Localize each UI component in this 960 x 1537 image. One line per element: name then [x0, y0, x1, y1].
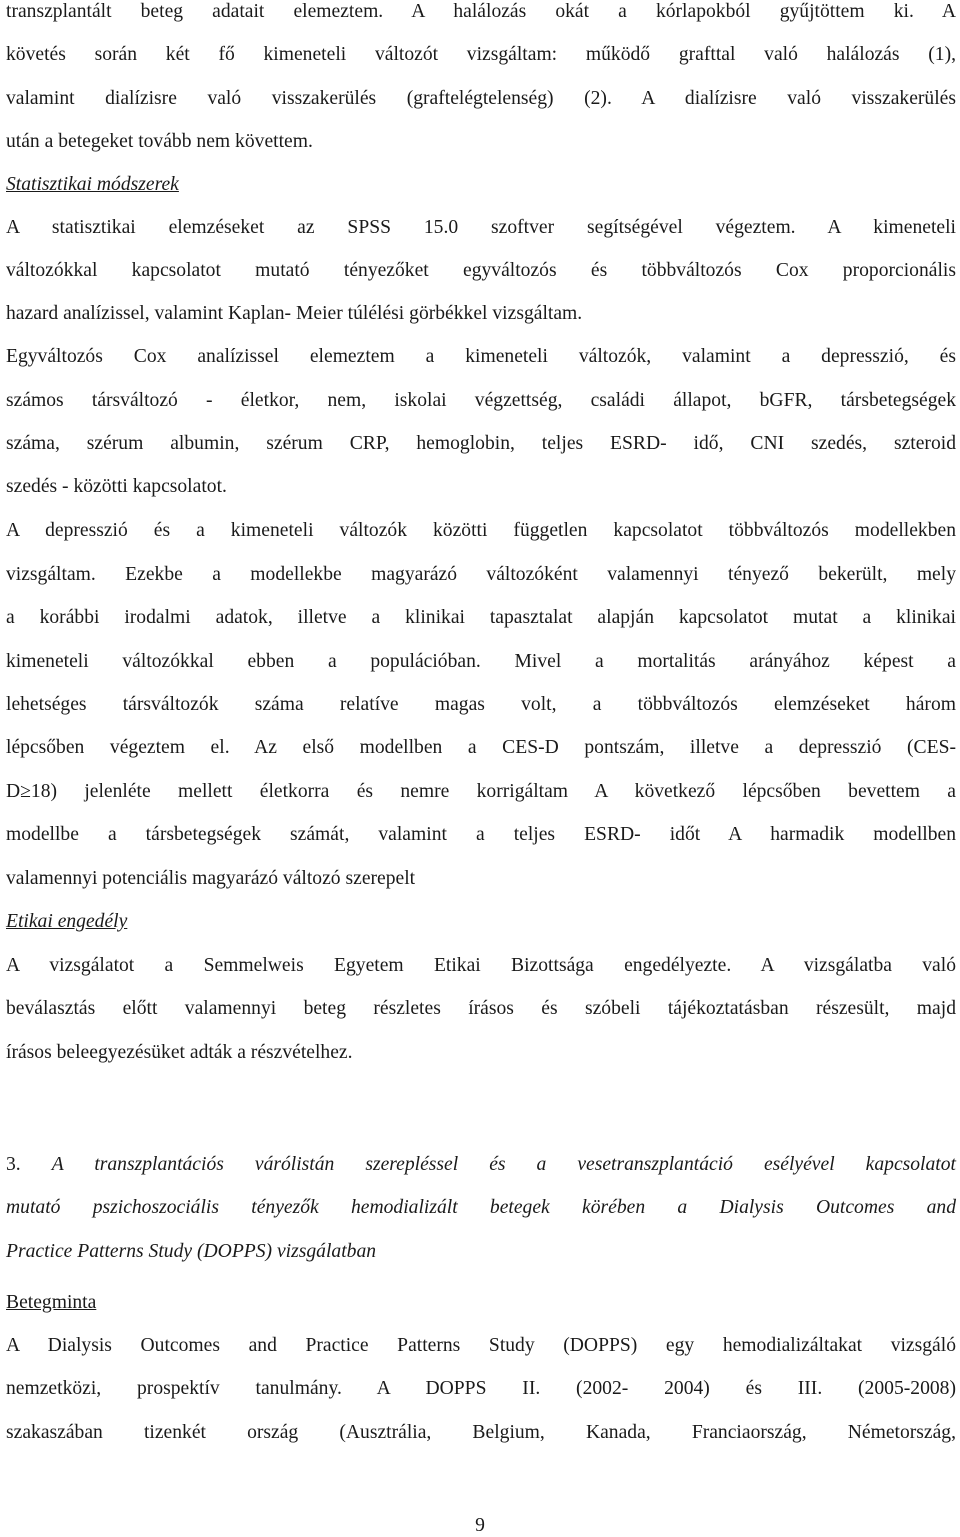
paragraph-line: beválasztás előtt valamennyi beteg részletes írásos és szóbeli tájékoztatásban részesült, majd: [6, 998, 956, 1019]
paragraph-line: modellbe a társbetegségek számát, valamint a teljes ESRD- időt A harmadik modellben: [6, 824, 956, 845]
paragraph-line: a korábbi irodalmi adatok, illetve a klinikai tapasztalat alapján kapcsolatot mutat a klinikai: [6, 607, 956, 628]
heading-statistics: Statisztikai módszerek: [6, 174, 179, 195]
paragraph-line: szedés - közötti kapcsolatot.: [6, 476, 227, 497]
paragraph-line: A vizsgálatot a Semmelweis Egyetem Etikai Bizottsága engedélyezte. A vizsgálatba való: [6, 955, 956, 976]
section-title-text: A transzplantációs várólistán szerepléssel és a vesetranszplantáció esélyével kapcsolatot: [51, 1154, 956, 1175]
paragraph-line: lehetséges társváltozók száma relatíve magas volt, a többváltozós elemzéseket három: [6, 694, 956, 715]
paragraph-line: után a betegeket tovább nem követtem.: [6, 131, 313, 152]
paragraph-line: kimeneteli változókkal ebben a populációban. Mivel a mortalitás arányához képest a: [6, 651, 956, 672]
paragraph-line: számos társváltozó - életkor, nem, iskolai végzettség, családi állapot, bGFR, társbetegségek: [6, 390, 956, 411]
paragraph-line: valamennyi potenciális magyarázó változó szerepelt: [6, 868, 416, 889]
section-heading: [6, 173, 956, 197]
paragraph-line: D≥18) jelenléte mellett életkorra és nemre korrigáltam A következő lépcsőben bevettem a: [6, 781, 956, 802]
paragraph-line: A Dialysis Outcomes and Practice Patterns Study (DOPPS) egy hemodializáltakat vizsgáló: [6, 1335, 956, 1356]
paragraph-line: változókkal kapcsolatot mutató tényezőket egyváltozós és többváltozós Cox proporcionális: [6, 260, 956, 281]
heading-ethics: Etikai engedély: [6, 911, 128, 932]
paragraph-line: Egyváltozós Cox analízissel elemeztem a kimeneteli változók, valamint a depresszió, és: [6, 346, 956, 367]
paragraph-line: szakaszában tizenkét ország (Ausztrália, Belgium, Kanada, Franciaország, Németország,: [6, 1422, 956, 1443]
section-heading: [6, 1291, 956, 1315]
heading-sample: Betegminta: [6, 1292, 97, 1313]
paragraph-line: hazard analízissel, valamint Kaplan- Meier túlélési görbékkel vizsgáltam.: [6, 303, 583, 324]
page-number: 9: [475, 1515, 485, 1536]
section-title-line: mutató pszichoszociális tényezők hemodializált betegek körében a Dialysis Outcomes and: [6, 1197, 956, 1218]
paragraph-line: nemzetközi, prospektív tanulmány. A DOPPS II. (2002- 2004) és III. (2005-2008): [6, 1378, 956, 1399]
section-heading: [6, 910, 956, 934]
paragraph-line: transzplantált beteg adatait elemeztem. A halálozás okát a kórlapokból gyűjtöttem ki. A: [6, 1, 956, 22]
paragraph-line: A statisztikai elemzéseket az SPSS 15.0 szoftver segítségével végeztem. A kimeneteli: [6, 217, 956, 238]
section-title-line: Practice Patterns Study (DOPPS) vizsgálatban: [6, 1241, 377, 1262]
paragraph-line: vizsgáltam. Ezekbe a modellekbe magyarázó változóként valamennyi tényező bekerült, mely: [6, 564, 956, 585]
paragraph-line: A depresszió és a kimeneteli változók közötti független kapcsolatot többváltozós modellekben: [6, 520, 956, 541]
paragraph-line: követés során két fő kimeneteli változót vizsgáltam: működő grafttal való halálozás (1),: [6, 44, 956, 65]
paragraph-line: lépcsőben végeztem el. Az első modellben a CES-D pontszám, illetve a depresszió (CES-: [6, 737, 956, 758]
section-number: 3.: [6, 1154, 21, 1175]
paragraph-line: száma, szérum albumin, szérum CRP, hemoglobin, teljes ESRD- idő, CNI szedés, szteroid: [6, 433, 956, 454]
paragraph-line: valamint dialízisre való visszakerülés (graftelégtelenség) (2). A dialízisre való visszakerülés: [6, 88, 956, 109]
section-title-line: [6, 1153, 956, 1177]
paragraph-line: írásos beleegyezésüket adták a részvételhez.: [6, 1042, 353, 1063]
